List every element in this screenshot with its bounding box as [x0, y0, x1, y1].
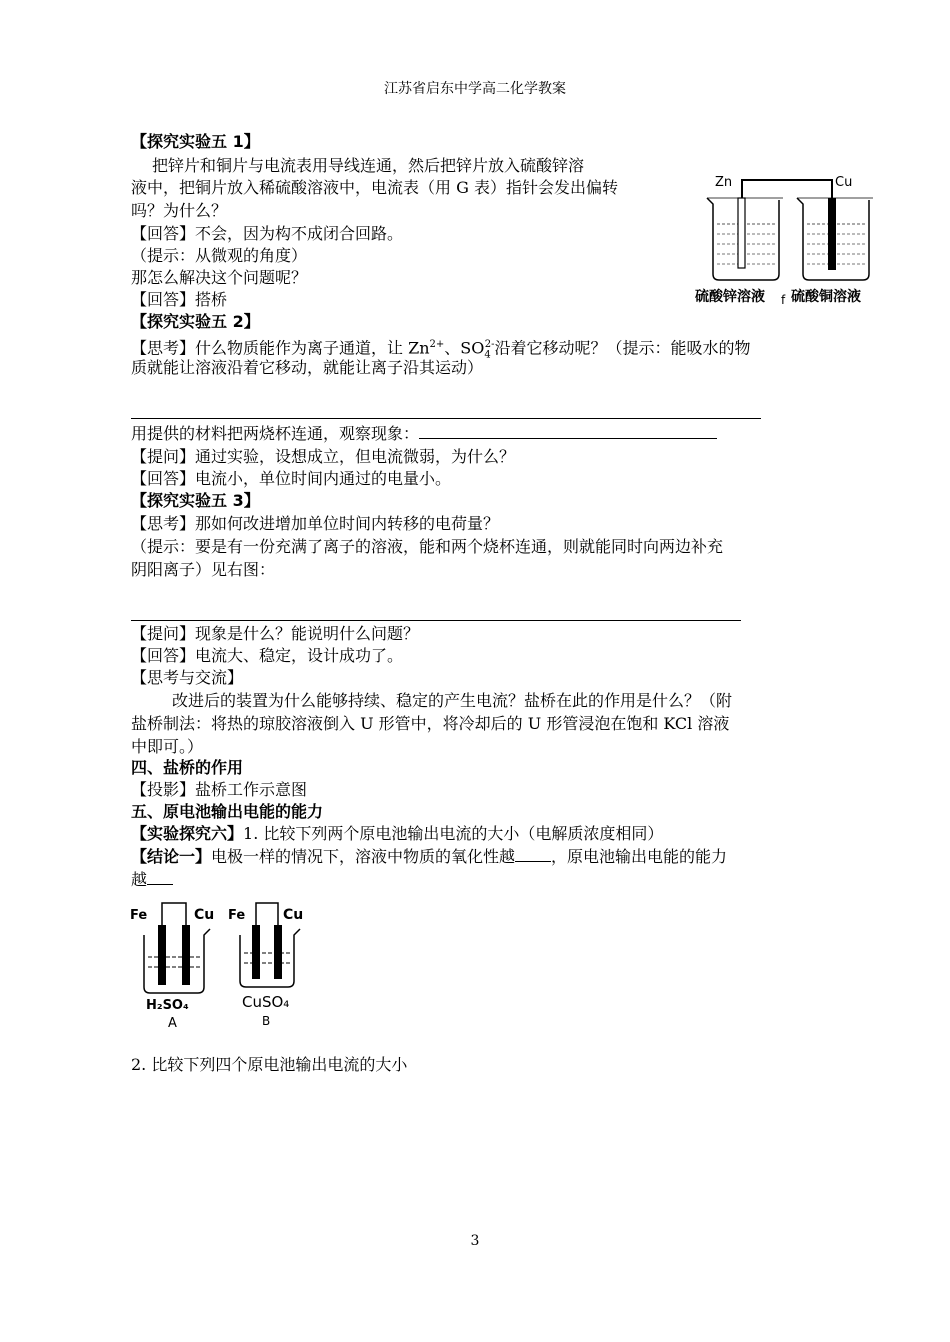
observe-line: 用提供的材料把两烧杯连通，观察现象： [131, 423, 717, 445]
section-title-exp5-3: 【探究实验五 3】 [131, 491, 260, 510]
cell-b-fe-label: Fe [228, 908, 246, 923]
section-title-exp5-2: 【探究实验五 2】 [131, 312, 260, 331]
experiment-line: 【实验探究六】1. 比较下列两个原电池输出电流的大小（电解质浓度相同） [131, 824, 664, 843]
answer-line: 【回答】电流大、稳定，设计成功了。 [131, 646, 404, 665]
mid-mark: f [781, 293, 786, 307]
page-number: 3 [470, 1233, 480, 1249]
question-line: 【提问】现象是什么？能说明什么问题？ [131, 624, 420, 643]
question-line: 那怎么解决这个问题呢？ [131, 268, 308, 287]
paragraph-line: 液中，把铜片放入稀硫酸溶液中，电流表（用 G 表）指针会发出偏转 [131, 178, 618, 197]
think-line: 【思考】什么物质能作为离子通道，让 $Zn^{2+}$、$SO_4^{2-}$沿着它移动呢？（提示：能吸水的物 [131, 338, 751, 361]
cells-diagram-a-b [128, 895, 318, 1035]
cell-b-cu-label: Cu [283, 907, 304, 923]
section-heading-4: 四、盐桥的作用 [131, 758, 244, 777]
cell-b-label: B [262, 1014, 271, 1028]
item-2-line: 2. 比较下列四个原电池输出电流的大小 [131, 1055, 408, 1074]
exchange-title: 【思考与交流】 [131, 668, 244, 687]
answer-line: 【回答】搭桥 [131, 290, 228, 309]
question-line: 【提问】通过实验，设想成立，但电流微弱，为什么？ [131, 447, 516, 466]
hint-line: 阴阳离子）见右图： [131, 560, 276, 579]
left-solution-label: 硫酸锌溶液 [695, 289, 765, 305]
paragraph-line: 把锌片和铜片与电流表用导线连通，然后把锌片放入硫酸锌溶 [152, 156, 585, 175]
answer-line: 【回答】不会，因为构不成闭合回路。 [131, 224, 404, 243]
cell-a-solution: H₂SO₄ [146, 998, 189, 1013]
right-solution-label: 硫酸铜溶液 [791, 289, 861, 305]
answer-blank-line [131, 418, 761, 419]
answer-blank-line [131, 620, 741, 621]
hint-line: （提示：从微观的角度） [131, 246, 308, 265]
cell-b-solution: CuSO₄ [242, 993, 290, 1011]
paragraph-line: 盐桥制法：将热的琼胶溶液倒入 U 形管中，将冷却后的 U 形管浸泡在饱和 KCl 溶液 [131, 714, 730, 733]
page-header: 江苏省启东中学高二化学教案 [384, 81, 566, 97]
hint-line: （提示：要是有一份充满了离子的溶液，能和两个烧杯连通，则就能同时向两边补充 [131, 537, 724, 556]
cu-label: Cu [835, 175, 853, 190]
think-line: 【思考】那如何改进增加单位时间内转移的电荷量？ [131, 514, 500, 533]
section-title-exp5-1: 【探究实验五 1】 [131, 132, 260, 151]
cell-a-label: A [168, 1016, 177, 1031]
beaker-diagram-zn-cu [695, 168, 895, 308]
think-line: 质就能让溶液沿着它移动，就能让离子沿其运动） [131, 358, 484, 377]
conclusion-line: 【结论一】电极一样的情况下，溶液中物质的氧化性越 ，原电池输出电能的能力 [131, 847, 728, 866]
paragraph-line: 中即可。） [131, 737, 204, 756]
conclusion-line: 越 [131, 869, 173, 891]
cell-a-cu-label: Cu [194, 907, 215, 923]
zn-label: Zn [715, 175, 733, 190]
section-heading-5: 五、原电池输出电能的能力 [131, 802, 324, 821]
paragraph-line: 吗？为什么？ [131, 201, 228, 220]
cell-a-fe-label: Fe [130, 908, 148, 923]
projection-line: 【投影】盐桥工作示意图 [131, 780, 308, 799]
paragraph-line: 改进后的装置为什么能够持续、稳定的产生电流？盐桥在此的作用是什么？（附 [172, 691, 733, 710]
answer-line: 【回答】电流小，单位时间内通过的电量小。 [131, 469, 452, 488]
